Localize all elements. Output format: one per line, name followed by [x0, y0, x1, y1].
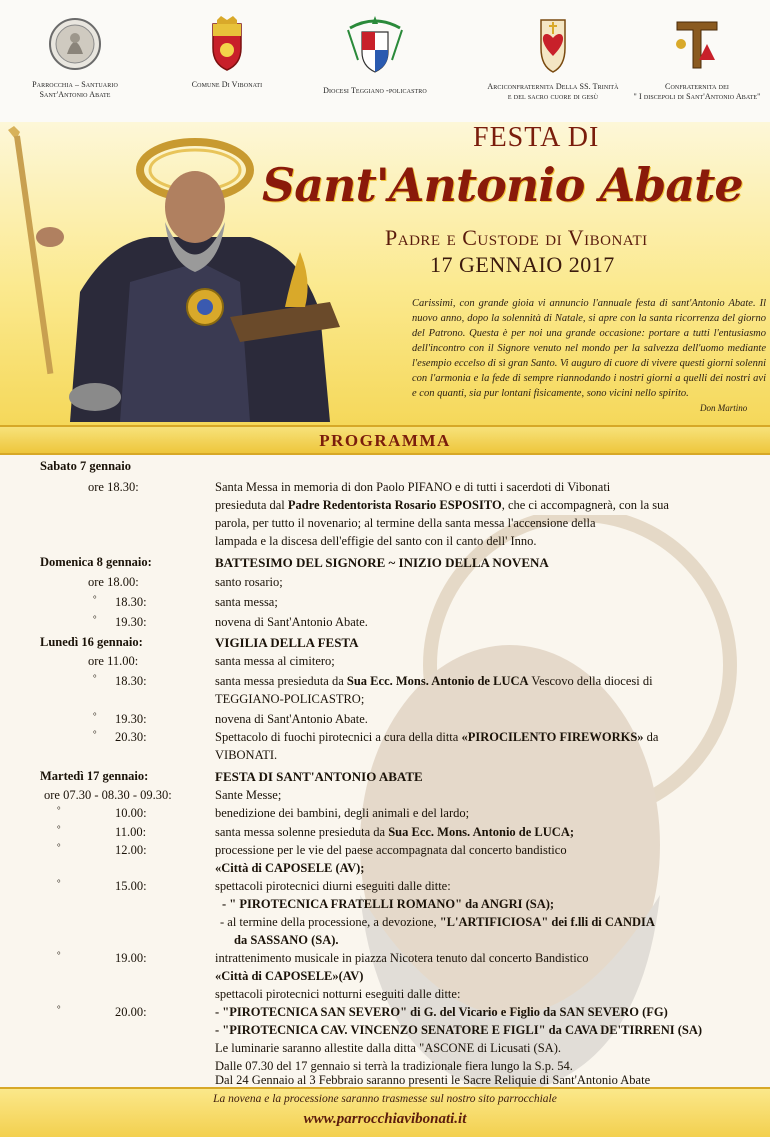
logo-caption: " I discepoli di Sant'Antonio Abate" [633, 92, 761, 101]
time-label: 20.00: [115, 1005, 147, 1019]
diocesi-coat-of-arms-icon [340, 14, 410, 80]
bullet-icon: ° [93, 729, 97, 739]
logo-caption: Comune Di Vibonati [191, 80, 263, 89]
logo-caption: e del sacro cuore di gesù [507, 92, 599, 101]
logo-parrocchia [0, 14, 150, 100]
bullet-icon: ° [93, 614, 97, 624]
time-label: 12.00: [115, 843, 147, 857]
programma-title: PROGRAMMA [319, 431, 451, 450]
logo-diocesi [300, 14, 450, 96]
activity-text: TEGGIANO-POLICASTRO; [215, 692, 365, 706]
activity-text: Spettacolo di fuochi pirotecnici a cura della ditta «PIROCILENTO FIREWORKS» da [215, 730, 659, 744]
time-label: ore 18.30: [88, 480, 139, 494]
activity-text: Sante Messe; [215, 788, 282, 802]
logo-arciconfraternita [478, 14, 628, 102]
time-label: 18.30: [115, 674, 147, 688]
activity-text: intrattenimento musicale in piazza Nicotera tenuto dal concerto Bandistico [215, 951, 589, 965]
activity-text: processione per le vie del paese accompagnata dal concerto bandistico [215, 843, 567, 857]
day-label: Lunedì 16 gennaio: [40, 635, 143, 649]
day-label: Martedì 17 gennaio: [40, 769, 149, 783]
activity-text: santo rosario; [215, 575, 283, 589]
activity-text: lampada e la discesa dell'effigie del santo con il canto dell' Inno. [215, 534, 537, 548]
activity-text: Santa Messa in memoria di don Paolo PIFANO e di tutti i sacerdoti di Vibonati [215, 480, 611, 494]
logo-caption: Diocesi Teggiano -policastro [323, 86, 427, 95]
activity-text: - "PIROTECNICA CAV. VINCENZO SENATORE E FIGLI" da CAVA DE'TIRRENI (SA) [215, 1023, 703, 1037]
day-label: Sabato 7 gennaio [40, 459, 131, 473]
time-label: ore 18.00: [88, 575, 139, 589]
time-label: 11.00: [115, 825, 147, 839]
activity-text: santa messa presieduta da Sua Ecc. Mons. Antonio de LUCA Vescovo della diocesi di [215, 674, 653, 688]
sacred-heart-icon [525, 14, 581, 76]
activity-text: santa messa; [215, 595, 278, 609]
schedule [0, 455, 770, 1087]
time-label: 15.00: [115, 879, 147, 893]
activity-text: presieduta dal Padre Redentorista Rosario ESPOSITO, che ci accompagnerà, con la sua [215, 498, 669, 512]
activity-text: VIBONATI. [215, 748, 278, 762]
logo-confraternita [622, 14, 770, 102]
bullet-icon: ° [57, 1004, 61, 1014]
festa-title: FESTA DI [473, 122, 600, 153]
activity-text: Dal 24 Gennaio al 3 Febbraio saranno presenti le Sacre Reliquie di Sant'Antonio Abate [215, 1073, 651, 1087]
comune-coat-of-arms-icon [199, 14, 255, 74]
activity-text: spettacoli pirotecnici diurni eseguiti dalle ditte: [215, 879, 451, 893]
activity-text: - "PIROTECNICA SAN SEVERO" di G. del Vicario e Figlio da SAN SEVERO (FG) [215, 1005, 668, 1019]
footer-site-link[interactable]: www.parrocchiavibonati.it [303, 1111, 467, 1127]
bullet-icon: ° [57, 842, 61, 852]
day-heading: VIGILIA DELLA FESTA [215, 635, 359, 650]
time-label: ore 07.30 - 08.30 - 09.30: [44, 788, 172, 802]
bullet-icon: ° [57, 805, 61, 815]
activity-text: «Città di CAPOSELE»(AV) [215, 969, 364, 983]
bullet-icon: ° [57, 824, 61, 834]
subtitle: Padre e Custode di Vibonati [385, 225, 648, 250]
time-label: 20.30: [115, 730, 147, 744]
time-label: 19.30: [115, 615, 147, 629]
tau-cross-icon [669, 14, 725, 76]
bullet-icon: ° [93, 711, 97, 721]
activity-text: - al termine della processione, a devozione, "L'ARTIFICIOSA" dei f.lli di CANDIA [220, 915, 655, 929]
programma-banner [0, 425, 770, 455]
logo-caption: Arciconfraternita Della SS. Trinità [487, 82, 619, 91]
bullet-icon: ° [57, 878, 61, 888]
date: 17 GENNAIO 2017 [430, 252, 615, 277]
activity-text: Le luminarie saranno allestite dalla ditta "ASCONE di Licusati (SA). [215, 1041, 561, 1055]
letter-text: Carissimi, con grande gioia vi annuncio l'annuale festa di sant'Antonio Abate. Il nuovo anno, dopo la solennità di Natale, si apre con la santa ricorrenza del giorno del Patrono. Questa è per noi una grande occasione: portare a tutti l'entusiasmo dell'incontro con il Signore venuto nel mondo per la salvezza dell'uomo mediante l'esempio eccelso di sì gran Santo. Vi auguro di cuore di vivere questi giorni solenni con l'armonia e la fede di sempre riannodando i nostri giorni a quelli dei nostri avi e con quanti, sia pur lontani fisicamente, sono vicini nello spirito. [412, 298, 766, 399]
activity-text: novena di Sant'Antonio Abate. [215, 712, 368, 726]
activity-text: da SASSANO (SA). [234, 933, 339, 947]
saint-title: Sant'Antonio Abate [262, 158, 743, 212]
logos-row [0, 0, 770, 122]
time-label: 19.30: [115, 712, 147, 726]
day-heading: BATTESIMO DEL SIGNORE ~ INIZIO DELLA NOVENA [215, 555, 549, 570]
time-label: 10.00: [115, 806, 147, 820]
activity-text: santa messa solenne presieduta da Sua Ecc. Mons. Antonio de LUCA; [215, 825, 575, 839]
signature: Don Martino [700, 403, 748, 413]
day-heading: FESTA DI SANT'ANTONIO ABATE [215, 769, 423, 784]
activity-text: Dalle 07.30 del 17 gennaio si terrà la tradizionale fiera lungo la S.p. 54. [215, 1059, 573, 1073]
day-label: Domenica 8 gennaio: [40, 555, 152, 569]
activity-text: novena di Sant'Antonio Abate. [215, 615, 368, 629]
bullet-icon: ° [93, 594, 97, 604]
time-label: 19.00: [115, 951, 147, 965]
logo-comune [152, 14, 302, 90]
logo-caption: Parrocchia – Santuario [32, 80, 118, 89]
time-label: ore 11.00: [88, 654, 139, 668]
activity-text: - " PIROTECNICA FRATELLI ROMANO" da ANGRI (SA); [222, 897, 555, 911]
bullet-icon: ° [57, 950, 61, 960]
footer [0, 1087, 770, 1137]
activity-text: parola, per tutto il novenario; al termine della santa messa l'accensione della [215, 516, 596, 530]
logo-caption: Sant'Antonio Abate [39, 90, 111, 99]
activity-text: spettacoli pirotecnici notturni eseguiti dalle ditte: [215, 987, 461, 1001]
activity-text: santa messa al cimitero; [215, 654, 335, 668]
time-label: 18.30: [115, 595, 147, 609]
bullet-icon: ° [93, 673, 97, 683]
parrocchia-seal-icon [47, 14, 103, 74]
footer-note: La novena e la processione saranno trasmesse sul nostro sito parrocchiale [213, 1093, 557, 1105]
activity-text: «Città di CAPOSELE (AV); [215, 861, 365, 875]
activity-text: benedizione dei bambini, degli animali e del lardo; [215, 806, 470, 820]
logo-caption: Confraternita dei [665, 82, 729, 91]
